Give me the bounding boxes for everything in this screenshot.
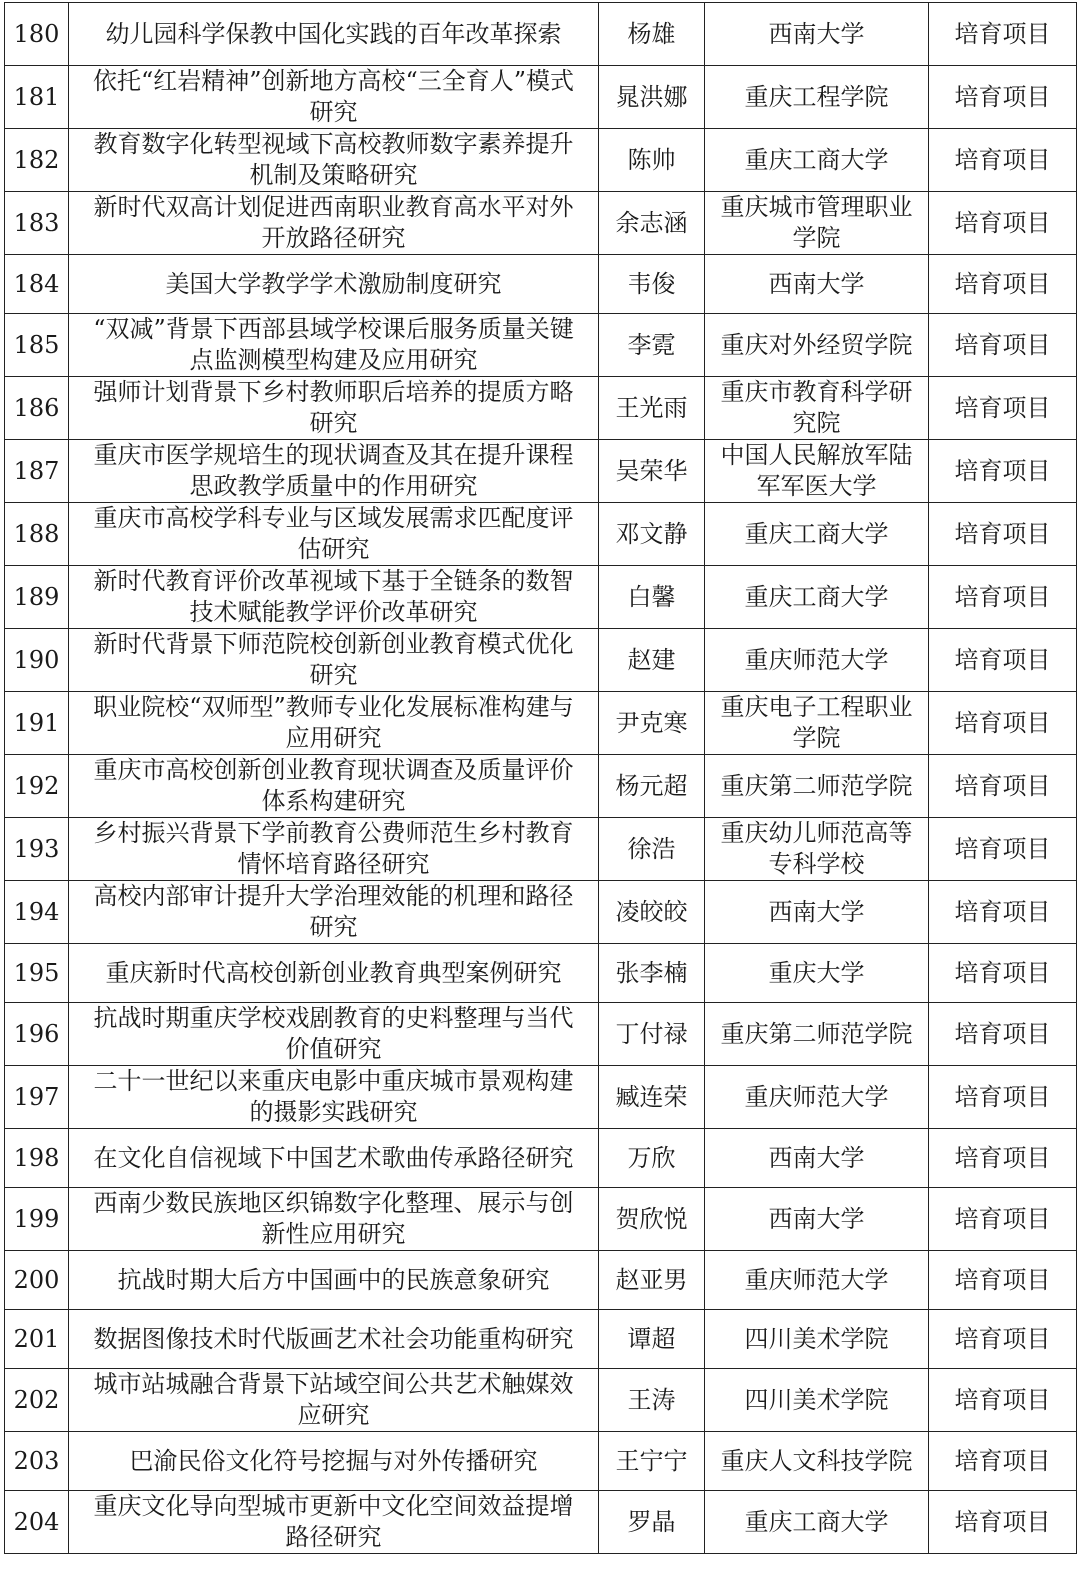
project-title: 强师计划背景下乡村教师职后培养的提质方略研究: [69, 377, 599, 440]
principal-investigator: 赵建: [599, 629, 705, 692]
table-row: [5, 692, 1077, 755]
row-number: 189: [5, 566, 69, 629]
principal-investigator: 尹克寒: [599, 692, 705, 755]
project-category: 培育项目: [929, 1251, 1077, 1310]
institution: 重庆人文科技学院: [705, 1432, 929, 1491]
institution: 重庆电子工程职业学院: [705, 692, 929, 755]
table-row: [5, 377, 1077, 440]
institution: 重庆师范大学: [705, 1251, 929, 1310]
project-category: 培育项目: [929, 1066, 1077, 1129]
project-table-body: [5, 3, 1077, 1554]
table-row: [5, 1369, 1077, 1432]
project-title: 重庆文化导向型城市更新中文化空间效益提增路径研究: [69, 1491, 599, 1554]
table-row: [5, 1251, 1077, 1310]
project-category: 培育项目: [929, 192, 1077, 255]
principal-investigator: 陈帅: [599, 129, 705, 192]
project-title: 抗战时期大后方中国画中的民族意象研究: [69, 1251, 599, 1310]
project-title: 教育数字化转型视域下高校教师数字素养提升机制及策略研究: [69, 129, 599, 192]
row-number: 197: [5, 1066, 69, 1129]
project-category: 培育项目: [929, 566, 1077, 629]
table-row: [5, 440, 1077, 503]
project-title: 抗战时期重庆学校戏剧教育的史料整理与当代价值研究: [69, 1003, 599, 1066]
project-category: 培育项目: [929, 1188, 1077, 1251]
project-category: 培育项目: [929, 1310, 1077, 1369]
project-title: 依托“红岩精神”创新地方高校“三全育人”模式研究: [69, 66, 599, 129]
table-row: [5, 881, 1077, 944]
project-title: 重庆市医学规培生的现状调查及其在提升课程思政教学质量中的作用研究: [69, 440, 599, 503]
institution: 西南大学: [705, 1188, 929, 1251]
principal-investigator: 贺欣悦: [599, 1188, 705, 1251]
principal-investigator: 晁洪娜: [599, 66, 705, 129]
project-category: 培育项目: [929, 503, 1077, 566]
row-number: 200: [5, 1251, 69, 1310]
institution: 四川美术学院: [705, 1310, 929, 1369]
principal-investigator: 丁付禄: [599, 1003, 705, 1066]
project-category: 培育项目: [929, 629, 1077, 692]
institution: 重庆市教育科学研究院: [705, 377, 929, 440]
principal-investigator: 杨雄: [599, 3, 705, 66]
project-category: 培育项目: [929, 129, 1077, 192]
institution: 重庆师范大学: [705, 1066, 929, 1129]
project-title: 在文化自信视域下中国艺术歌曲传承路径研究: [69, 1129, 599, 1188]
principal-investigator: 李霓: [599, 314, 705, 377]
row-number: 203: [5, 1432, 69, 1491]
table-row: [5, 1003, 1077, 1066]
principal-investigator: 王宁宁: [599, 1432, 705, 1491]
row-number: 185: [5, 314, 69, 377]
row-number: 195: [5, 944, 69, 1003]
project-category: 培育项目: [929, 1432, 1077, 1491]
project-category: 培育项目: [929, 377, 1077, 440]
row-number: 194: [5, 881, 69, 944]
principal-investigator: 邓文静: [599, 503, 705, 566]
project-category: 培育项目: [929, 944, 1077, 1003]
project-title: 重庆市高校学科专业与区域发展需求匹配度评估研究: [69, 503, 599, 566]
institution: 重庆第二师范学院: [705, 1003, 929, 1066]
project-category: 培育项目: [929, 1003, 1077, 1066]
project-title: 高校内部审计提升大学治理效能的机理和路径研究: [69, 881, 599, 944]
project-category: 培育项目: [929, 440, 1077, 503]
table-row: [5, 192, 1077, 255]
project-category: 培育项目: [929, 755, 1077, 818]
institution: 重庆师范大学: [705, 629, 929, 692]
principal-investigator: 王涛: [599, 1369, 705, 1432]
row-number: 183: [5, 192, 69, 255]
table-row: [5, 566, 1077, 629]
table-row: [5, 818, 1077, 881]
project-title: 新时代背景下师范院校创新创业教育模式优化研究: [69, 629, 599, 692]
institution: 中国人民解放军陆军军医大学: [705, 440, 929, 503]
row-number: 193: [5, 818, 69, 881]
table-row: [5, 1129, 1077, 1188]
project-category: 培育项目: [929, 3, 1077, 66]
project-category: 培育项目: [929, 1129, 1077, 1188]
institution: 重庆工程学院: [705, 66, 929, 129]
project-category: 培育项目: [929, 1369, 1077, 1432]
table-row: [5, 755, 1077, 818]
row-number: 182: [5, 129, 69, 192]
principal-investigator: 吴荣华: [599, 440, 705, 503]
table-row: [5, 1432, 1077, 1491]
principal-investigator: 徐浩: [599, 818, 705, 881]
institution: 重庆对外经贸学院: [705, 314, 929, 377]
principal-investigator: 王光雨: [599, 377, 705, 440]
table-row: [5, 255, 1077, 314]
table-row: [5, 1066, 1077, 1129]
row-number: 181: [5, 66, 69, 129]
row-number: 186: [5, 377, 69, 440]
principal-investigator: 谭超: [599, 1310, 705, 1369]
project-category: 培育项目: [929, 692, 1077, 755]
row-number: 199: [5, 1188, 69, 1251]
principal-investigator: 臧连荣: [599, 1066, 705, 1129]
principal-investigator: 余志涵: [599, 192, 705, 255]
institution: 西南大学: [705, 3, 929, 66]
institution: 西南大学: [705, 1129, 929, 1188]
project-title: 幼儿园科学保教中国化实践的百年改革探索: [69, 3, 599, 66]
table-row: [5, 1491, 1077, 1554]
project-title: 城市站城融合背景下站域空间公共艺术触媒效应研究: [69, 1369, 599, 1432]
table-row: [5, 1188, 1077, 1251]
table-row: [5, 944, 1077, 1003]
institution: 重庆城市管理职业学院: [705, 192, 929, 255]
principal-investigator: 韦俊: [599, 255, 705, 314]
table-row: [5, 503, 1077, 566]
project-category: 培育项目: [929, 314, 1077, 377]
institution: 四川美术学院: [705, 1369, 929, 1432]
row-number: 184: [5, 255, 69, 314]
project-category: 培育项目: [929, 1491, 1077, 1554]
table-row: [5, 1310, 1077, 1369]
row-number: 198: [5, 1129, 69, 1188]
project-title: 数据图像技术时代版画艺术社会功能重构研究: [69, 1310, 599, 1369]
project-title: 新时代双高计划促进西南职业教育高水平对外开放路径研究: [69, 192, 599, 255]
principal-investigator: 凌皎皎: [599, 881, 705, 944]
principal-investigator: 罗晶: [599, 1491, 705, 1554]
row-number: 196: [5, 1003, 69, 1066]
institution: 重庆工商大学: [705, 503, 929, 566]
table-row: [5, 129, 1077, 192]
institution: 重庆大学: [705, 944, 929, 1003]
table-row: [5, 314, 1077, 377]
row-number: 188: [5, 503, 69, 566]
principal-investigator: 赵亚男: [599, 1251, 705, 1310]
project-title: “双减”背景下西部县域学校课后服务质量关键点监测模型构建及应用研究: [69, 314, 599, 377]
row-number: 204: [5, 1491, 69, 1554]
institution: 重庆工商大学: [705, 566, 929, 629]
institution: 西南大学: [705, 255, 929, 314]
table-row: [5, 629, 1077, 692]
project-category: 培育项目: [929, 255, 1077, 314]
principal-investigator: 万欣: [599, 1129, 705, 1188]
project-title: 乡村振兴背景下学前教育公费师范生乡村教育情怀培育路径研究: [69, 818, 599, 881]
institution: 重庆工商大学: [705, 1491, 929, 1554]
table-row: [5, 3, 1077, 66]
row-number: 187: [5, 440, 69, 503]
institution: 重庆工商大学: [705, 129, 929, 192]
project-title: 职业院校“双师型”教师专业化发展标准构建与应用研究: [69, 692, 599, 755]
project-table: [4, 2, 1077, 1554]
project-category: 培育项目: [929, 881, 1077, 944]
project-title: 二十一世纪以来重庆电影中重庆城市景观构建的摄影实践研究: [69, 1066, 599, 1129]
principal-investigator: 杨元超: [599, 755, 705, 818]
table-row: [5, 66, 1077, 129]
row-number: 190: [5, 629, 69, 692]
row-number: 192: [5, 755, 69, 818]
principal-investigator: 张李楠: [599, 944, 705, 1003]
project-category: 培育项目: [929, 66, 1077, 129]
principal-investigator: 白馨: [599, 566, 705, 629]
project-title: 重庆市高校创新创业教育现状调查及质量评价体系构建研究: [69, 755, 599, 818]
project-title: 新时代教育评价改革视域下基于全链条的数智技术赋能教学评价改革研究: [69, 566, 599, 629]
project-title: 重庆新时代高校创新创业教育典型案例研究: [69, 944, 599, 1003]
project-title: 西南少数民族地区织锦数字化整理、展示与创新性应用研究: [69, 1188, 599, 1251]
project-title: 巴渝民俗文化符号挖掘与对外传播研究: [69, 1432, 599, 1491]
row-number: 201: [5, 1310, 69, 1369]
project-category: 培育项目: [929, 818, 1077, 881]
row-number: 191: [5, 692, 69, 755]
row-number: 202: [5, 1369, 69, 1432]
institution: 重庆幼儿师范高等专科学校: [705, 818, 929, 881]
row-number: 180: [5, 3, 69, 66]
project-title: 美国大学教学学术激励制度研究: [69, 255, 599, 314]
institution: 西南大学: [705, 881, 929, 944]
institution: 重庆第二师范学院: [705, 755, 929, 818]
